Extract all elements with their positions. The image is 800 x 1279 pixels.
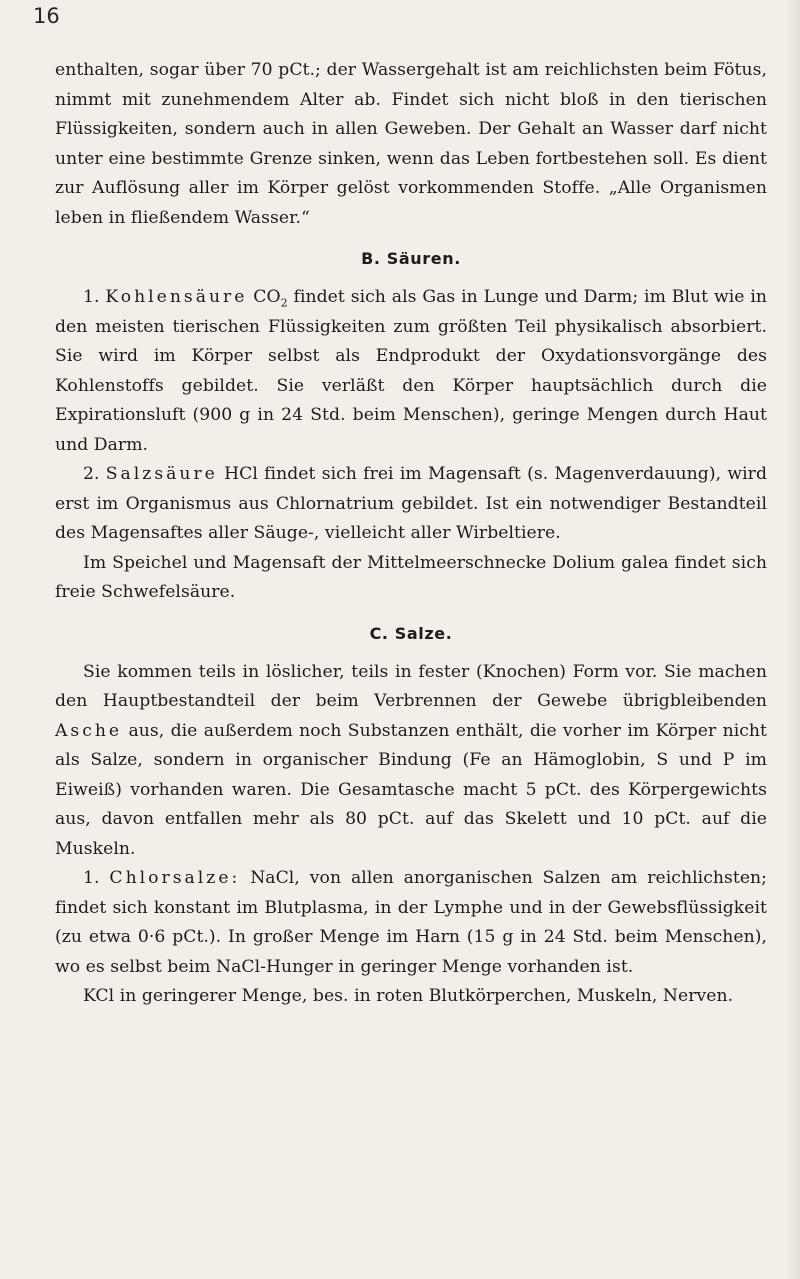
- item-number: 1.: [83, 868, 100, 888]
- paragraph-kohlensaeure: [55, 283, 767, 460]
- formula-main: CO: [253, 287, 281, 307]
- page-number: 16: [33, 4, 60, 28]
- term-salzsaeure: Salzsäure: [105, 464, 218, 484]
- page-body: [55, 56, 767, 1012]
- page-edge-shadow: [786, 0, 800, 1279]
- item-number: 1.: [83, 287, 100, 307]
- formula-co2: [253, 287, 288, 310]
- salze-intro-before: Sie kommen teils in löslicher, teils in fester (Knochen) Form vor. Sie machen den Hauptbestandteil der beim Verbrennen der Gewebe übrigbleibenden: [55, 661, 767, 711]
- term-chlorsalze: Chlorsalze:: [109, 868, 241, 888]
- paragraph-salze-intro: [55, 658, 767, 865]
- paragraph-schwefelsaeure: Im Speichel und Magensaft der Mittelmeerschnecke Dolium galea findet sich freie Schwefelsäure.: [55, 552, 767, 602]
- paragraph-kcl: KCl in geringerer Menge, bes. in roten Blutkörperchen, Muskeln, Nerven.: [83, 986, 734, 1006]
- kohlensaeure-text: findet sich als Gas in Lunge und Darm; im Blut wie in den meisten tierischen Flüssigkeiten zum größten Teil physikalisch absorbiert. Sie wird im Körper selbst als Endprodukt der Oxydationsvorgänge des Kohlenstoffs gebildet. Sie verläßt den Körper hauptsächlich durch die Expirationsluft (900 g in 24 Std. beim Menschen), geringe Mengen durch Haut und Darm.: [55, 287, 768, 455]
- heading-saeuren: B. Säuren.: [361, 249, 461, 268]
- term-kohlensaeure: Kohlensäure: [105, 287, 248, 307]
- term-asche: Asche: [55, 720, 123, 741]
- paragraph-chlorsalze: [55, 864, 767, 982]
- paragraph-salzsaeure: [55, 460, 767, 549]
- item-number: 2.: [83, 464, 100, 484]
- heading-salze: C. Salze.: [369, 623, 453, 643]
- paragraph-water: enthalten, sogar über 70 pCt.; der Wassergehalt ist am reichlichsten beim Fötus, nimmt mit zunehmendem Alter ab. Findet sich nicht bloß in den tierischen Flüssigkeiten, sondern auch in allen Geweben. Der Gehalt an Wasser darf nicht unter eine bestimmte Grenze sinken, wenn das Leben fortbestehen soll. Es dient zur Auflösung aller im Körper gelöst vorkommenden Stoffe. „Alle Organismen leben in fließendem Wasser.“: [55, 60, 767, 228]
- formula-subscript: 2: [280, 296, 288, 310]
- salze-intro-after: aus, die außerdem noch Substanzen enthält, die vorher im Körper nicht als Salze, sondern in organischer Bindung (Fe an Hämoglobin, S und P im Eiweiß) vorhanden waren. Die Gesamtasche macht 5 pCt. des Körpergewichts aus, davon entfallen mehr als 80 pCt. auf das Skelett und 10 pCt. auf die Muskeln.: [55, 720, 768, 859]
- salzsaeure-text: HCl findet sich frei im Magensaft (s. Magenverdauung), wird erst im Organismus aus Chlornatrium gebildet. Ist ein notwendiger Bestandteil des Magensaftes aller Säuge-, vielleicht aller Wirbeltiere.: [55, 464, 767, 543]
- chlorsalze-text: NaCl, von allen anorganischen Salzen am reichlichsten; findet sich konstant im Blutplasma, in der Lymphe und in der Gewebsflüssigkeit (zu etwa 0·6 pCt.). In großer Menge im Harn (15 g in 24 Std. beim Menschen), wo es selbst beim NaCl-Hunger in geringer Menge vorhanden ist.: [55, 868, 767, 977]
